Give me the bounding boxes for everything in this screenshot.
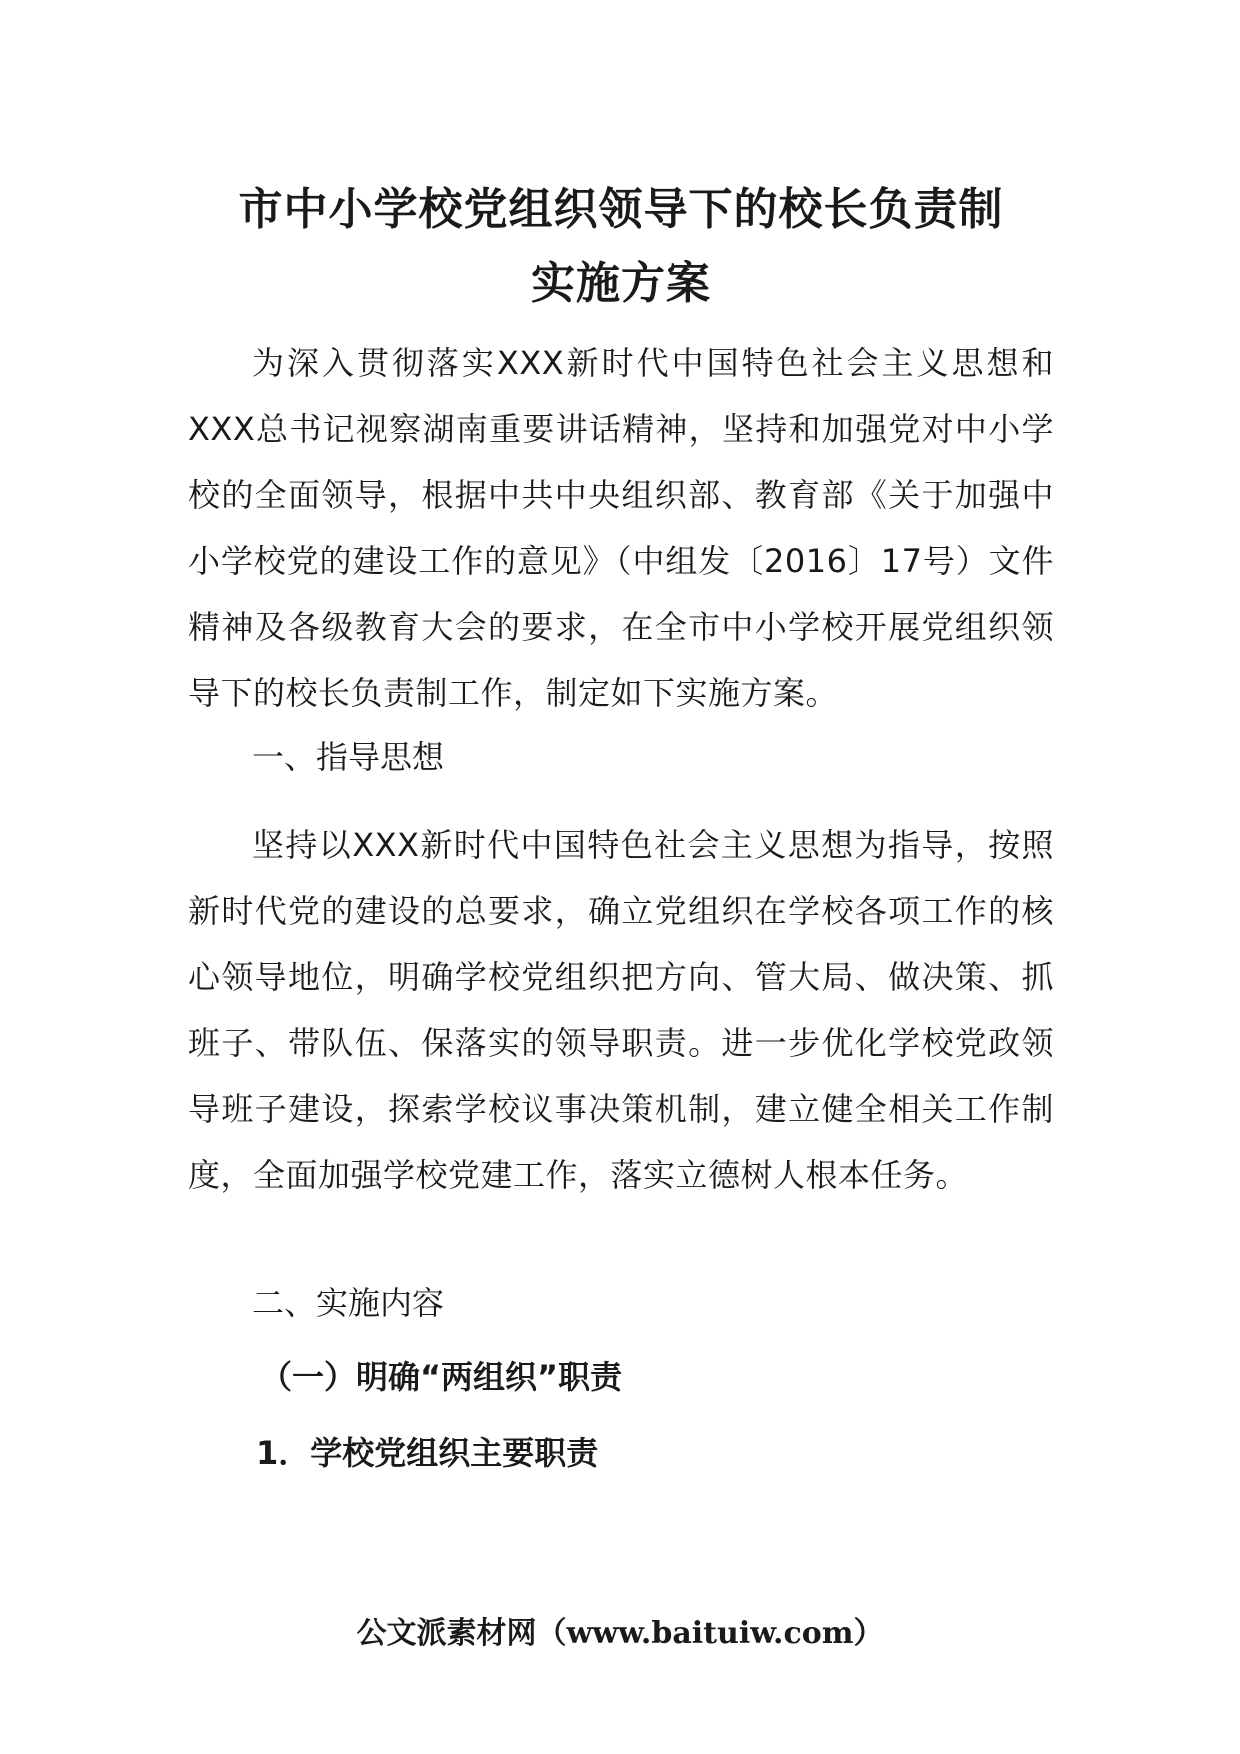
intro-paragraph: 为深入贯彻落实XXX新时代中国特色社会主义思想和XXX总书记视察湖南重要讲话精神，坚持和加强党对中小学校的全面领导，根据中共中央组织部、教育部《关于加强中小学校党的建设工作的意见》（中组发〔2016〕17号）文件精神及各级教育大会的要求，在全市中小学校开展党组织领导下的校长负责制工作，制定如下实施方案。: [188, 344, 1054, 712]
subsection-heading-party-duties: 1．学校党组织主要职责: [256, 1434, 599, 1472]
subsection-heading-two-organizations: （一）明确“两组织”职责: [260, 1358, 623, 1396]
section-heading-guiding-thought: 一、指导思想: [252, 738, 445, 776]
document-title-line1: 市中小学校党组织领导下的校长负责制: [238, 184, 1004, 235]
guiding-thought-paragraph: 坚持以XXX新时代中国特色社会主义思想为指导，按照新时代党的建设的总要求，确立党组织在学校各项工作的核心领导地位，明确学校党组织把方向、管大局、做决策、抓班子、带队伍、保落实的领导职责。进一步优化学校党政领导班子建设，探索学校议事决策机制，建立健全相关工作制度，全面加强学校党建工作，落实立德树人根本任务。: [188, 826, 1054, 1194]
footer-watermark-text: 公文派素材网（www.baituiw.com）: [356, 1616, 884, 1651]
section-heading-implementation: 二、实施内容: [252, 1284, 445, 1322]
document-title-line2: 实施方案: [531, 258, 711, 309]
